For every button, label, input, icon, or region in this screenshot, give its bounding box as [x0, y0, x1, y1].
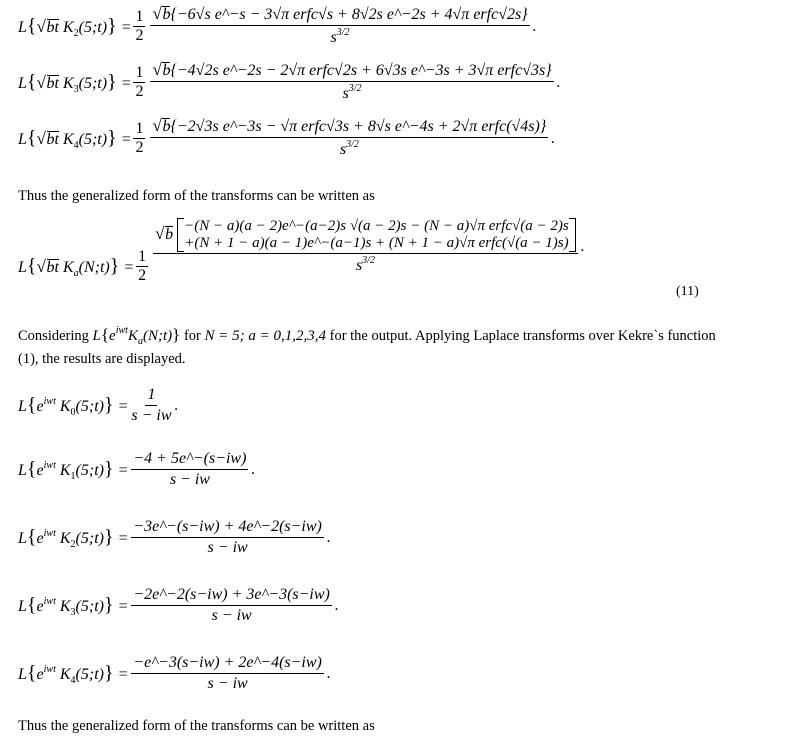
equation-sqrt-k4: L{√ bt $K_4(5;t)$} = $\frac{1}{2}$ √ $\frac{\text{b\{−2√3s e\textasciicircum{}−3s − √π erfc√3s + 8√s e\textasciicircum{}−4s + 2√π erfc(√4s)\}}}{s^{3/2}}$ . — [18, 118, 555, 159]
numerator: {−2√3s e^−3s − √π erfc√3s + 8√s e^−4s + 2√π erfc(√4s)} — [170, 118, 547, 135]
numerator: 1 — [145, 386, 157, 406]
equation-exp-k3: $L\{e^{iwt}$ $K_3(5;t)$} = $\frac{-2e\^{}-2(s-iw) + 3e\^{}-3(s-iw)}{s - iw}$ . — [18, 586, 339, 624]
general-row-1: −(N − a)(a − 2)e^−(a−2)s √(a − 2)s − (N − a)√π erfc√(a − 2)s — [184, 218, 569, 234]
numerator: −2e^−2(s−iw) + 3e^−3(s−iw) — [131, 586, 331, 606]
paragraph-results: (1), the results are displayed. — [18, 351, 186, 367]
equation-general-sqrt: L{√ bt $K_a(N;t)$} = $\frac{1}{2}$ √ b −(N − a)(a − 2)e^−(a−2)s √(a − 2)s − (N − a)√π erfc√(a − 2)s +(N + 1 − a)(a − 1)e^−(a−1)s + (N + 1 − a)√π erfc(√(a − 1)s) $s^{3/2}$ . — [18, 208, 585, 285]
numerator: {−6√s e^−s − 3√π erfc√s + 8√2s e^−2s + 4√π erfc√2s} — [170, 6, 528, 23]
equation-sqrt-k2: L{√ bt $K_2(5;t)$} = $\frac{1}{2}$ √ $\frac{\text{b\{−6√s e\textasciicircum{}−s − 3√π erfc√s + 8√2s e\textasciicircum{}−2s + 4√π erfc√2s\}}}{s^{3/2}}$ . — [18, 6, 537, 47]
denominator: s − iw — [207, 539, 248, 556]
equation-sqrt-k3: L{√ bt $K_3(5;t)$} = $\frac{1}{2}$ √ $\frac{\text{b\{−4√2s e\textasciicircum{}−2s − 2√π erfc√2s + 6√3s e\textasciicircum{}−3s + 3√π erfc√3s\}}}{s^{3/2}}$ . — [18, 62, 561, 103]
denominator: s − iw — [131, 407, 172, 424]
paragraph-general-form-2: Thus the generalized form of the transforms can be written as — [18, 718, 375, 734]
text-considering: Considering — [18, 328, 89, 344]
equation-exp-k1: $L\{e^{iwt}$ $K_1(5;t)$} = $\frac{-4 + 5e\^{}-(s-iw)}{s - iw}$ . — [18, 450, 256, 488]
denominator: s − iw — [169, 471, 210, 488]
numerator: −3e^−(s−iw) + 4e^−2(s−iw) — [131, 518, 323, 538]
equation-exp-k0: $L\{e^{iwt}$ $K_0(5;t)$} = $\frac{1}{s - iw}$ . — [18, 386, 179, 424]
paragraph-considering: Considering $L\{e^{iwt}K_a(N;t)\}$ for N = 5; a = 0,1,2,3,4 for the output. Applying Laplace transforms over Kekre`s function — [18, 325, 716, 347]
denominator: s − iw — [211, 607, 252, 624]
paragraph-general-form-1: Thus the generalized form of the transforms can be written as — [18, 188, 375, 204]
numerator: {−4√2s e^−2s − 2√π erfc√2s + 6√3s e^−3s + 3√π erfc√3s} — [170, 62, 552, 79]
general-row-2: +(N + 1 − a)(a − 1)e^−(a−1)s + (N + 1 − a)√π erfc(√(a − 1)s) — [184, 235, 569, 251]
equation-number: (11) — [676, 284, 699, 299]
equation-exp-k2: $L\{e^{iwt}$ $K_2(5;t)$} = $\frac{-3e\^{}-(s-iw) + 4e\^{}-2(s-iw)}{s - iw}$ . — [18, 518, 331, 556]
text-applying: for the output. Applying Laplace transforms over Kekre`s function — [329, 328, 716, 344]
condition: N = 5; a = 0,1,2,3,4 — [204, 328, 326, 344]
equation-exp-k4: $L\{e^{iwt}$ $K_4(5;t)$} = $\frac{-e\^{}-3(s-iw) + 2e\^{}-4(s-iw)}{s - iw}$ . — [18, 654, 331, 692]
numerator: −e^−3(s−iw) + 2e^−4(s−iw) — [131, 654, 323, 674]
denominator: s − iw — [207, 675, 248, 692]
numerator: −4 + 5e^−(s−iw) — [131, 450, 248, 470]
